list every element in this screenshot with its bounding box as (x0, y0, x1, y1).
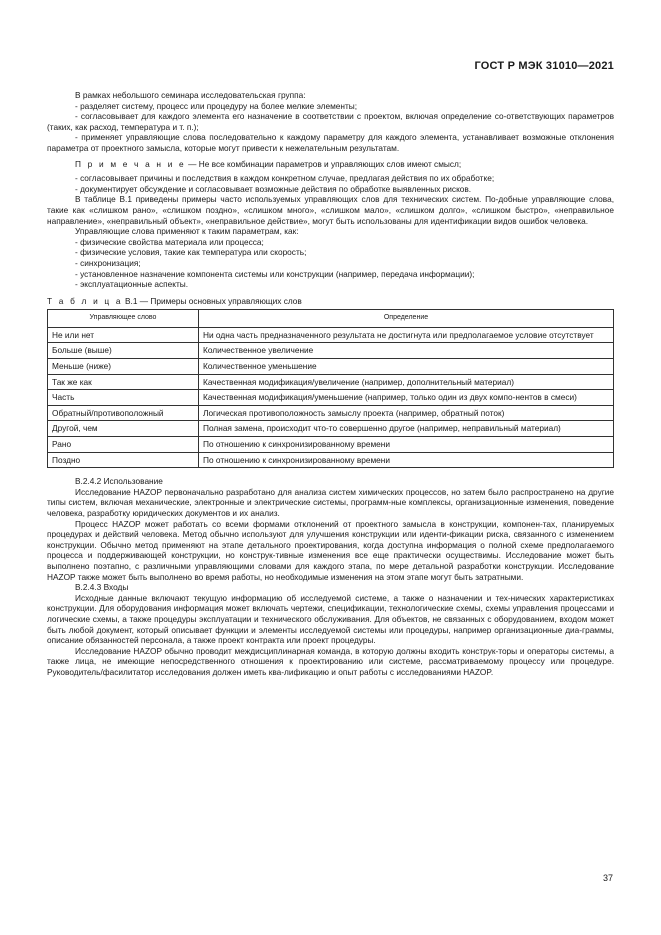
table-row (48, 437, 614, 453)
list-item: - эксплуатационные аспекты. (75, 279, 189, 290)
table-row (48, 327, 614, 343)
guide-word-cell: Рано (48, 437, 199, 453)
table-caption-text: В.1 — Примеры основных управляющих слов (122, 295, 302, 306)
column-header-word: Управляющее слово (48, 310, 199, 328)
document-body (47, 90, 614, 678)
table-row (48, 390, 614, 406)
table-row (48, 359, 614, 375)
guide-word-cell: Меньше (ниже) (48, 359, 199, 375)
paragraph: Исследование HAZOP первоначально разработано для анализа систем химических процессов, но затем было распространено на другие типы систем, включая механические, электронные и электрические системы, программ-ные комплексы, организационные изменения, поведение человека, разработку юридических документов и их анализ. (47, 486, 614, 518)
definition-cell: Полная замена, происходит что-то совершенно другое (например, неправильный материал) (199, 421, 614, 437)
note (47, 159, 614, 170)
paragraph: Исходные данные включают текущую информацию об исследуемой системе, а также о назначении и тех-нических характеристиках конструкции. Для оборудования информация может включать чертежи, спецификации, технологические схемы, схемы управления процессами и логические схемы, а также процедуры эксплуатации и технического обслуживания. Для объектов, не связанных с оборудованием, входом может быть любой документ, который описывает функции и элементы исследуемой системы или процедуры, например организационные диа-граммы, описание обязанностей персонала, а также проект контракта или проект процедуры. (47, 592, 614, 646)
note-label: П р и м е ч а н и е (75, 158, 186, 169)
guide-word-cell: Так же как (48, 374, 199, 390)
definition-cell: Количественное увеличение (199, 343, 614, 359)
list-item: - физические свойства материала или процесса; (75, 236, 264, 247)
definition-cell: По отношению к синхронизированному времени (199, 452, 614, 468)
guide-words-table (47, 309, 614, 468)
list-item: - согласовывает причины и последствия в каждом конкретном случае, предлагая действия по их обработке; (75, 173, 495, 184)
table-row (48, 452, 614, 468)
params-lead: Управляющие слова применяют к таким параметрам, как: (75, 226, 299, 237)
table-row (48, 374, 614, 390)
paragraph: Исследование HAZOP обычно проводит междисциплинарная команда, в которую должны входить конструк-торы и операторы системы, а также лица, не имеющие непосредственного отношения к проектированию или системе, рассматриваемому процессу или процедуре. Руководитель/фасилитатор исследования должен иметь ква-лификацию и опыт работы с исследованиями HAZOP. (47, 645, 614, 677)
list-item: - установленное назначение компонента системы или конструкции (например, передача информации); (75, 268, 475, 279)
list-item: - разделяет систему, процесс или процедуру на более мелкие элементы; (75, 100, 358, 111)
guide-word-cell: Не или нет (48, 327, 199, 343)
definition-cell: Качественная модификация/увеличение (например, дополнительный материал) (199, 374, 614, 390)
table-row (48, 405, 614, 421)
section-heading-use: В.2.4.2 Использование (75, 476, 163, 487)
column-header-definition: Определение (199, 310, 614, 328)
guide-word-cell: Часть (48, 390, 199, 406)
definition-cell: Качественная модификация/уменьшение (например, только один из двух компо-нентов в смеси) (199, 390, 614, 406)
definition-cell: По отношению к синхронизированному времени (199, 437, 614, 453)
table-header-row (48, 310, 614, 328)
list-item: - документирует обсуждение и согласовывает возможные действия по обработке выявленных рисков. (75, 183, 472, 194)
definition-cell: Ни одна часть предназначенного результата не достигнута или предполагаемое условие отсутствует (199, 327, 614, 343)
definition-cell: Логическая противоположность замыслу проекта (например, обратный поток) (199, 405, 614, 421)
table-reference-paragraph: В таблице В.1 приведены примеры часто используемых управляющих слов для технических систем. По-добные управляющие слова, такие как «слишком рано», «слишком поздно», «слишком много», «слишком мало», «слишком долго», «слишком быстро», «неправильное направление», «неправильный объект», «неправильное действие», могут быть использованы для идентификации видов ошибок человека. (47, 194, 614, 226)
paragraph: Процесс HAZOP может работать со всеми формами отклонений от проектного замысла в конструкции, компонен-тах, планируемых процедурах и действий человека. Метод обычно используют для улучшения конструкции или иденти-фикации риска, связанного с изменением конструкции. Обычно метод применяют на этапе детального проектирования, когда доступна информация о полной схеме предполагаемого процесса и поддерживающей конструкции, но конструк-тивные изменения все еще практически осуществимы. Исследование может быть выполнено поэтапно, с различными управляющими словами для каждого этапа, по мере детальной разработки конструкции. Исследование HAZOP также может быть выполнено во время работы, но необходимые изменения на этом этапе могут быть затратными. (47, 518, 614, 582)
guide-word-cell: Другой, чем (48, 421, 199, 437)
guide-word-cell: Поздно (48, 452, 199, 468)
table-caption-label: Т а б л и ц а (47, 295, 123, 306)
list-item: - физические условия, такие как температура или скорость; (75, 247, 307, 258)
table-row (48, 343, 614, 359)
document-header: ГОСТ Р МЭК 31010—2021 (474, 60, 614, 72)
intro-lead: В рамках небольшого семинара исследовательская группа: (75, 90, 306, 100)
list-item: - согласовывает для каждого элемента его назначение в соответствии с проектом, включая определение со-ответствующих параметров (таких, как расход, температура и т. п.); (47, 111, 614, 132)
list-item: - применяет управляющие слова последовательно к каждому параметру для каждого элемента, устанавливает возможные отклонения параметра от проектного замысла, которые могут привести к нежелательным результатам. (47, 132, 614, 153)
note-text: — Не все комбинации параметров и управляющих слов имеют смысл; (185, 158, 462, 169)
definition-cell: Количественное уменьшение (199, 359, 614, 375)
table-row (48, 421, 614, 437)
table-caption (47, 296, 614, 307)
section-heading-inputs: В.2.4.3 Входы (75, 582, 129, 593)
list-item: - синхронизация; (75, 257, 141, 268)
guide-word-cell: Обратный/противоположный (48, 405, 199, 421)
guide-word-cell: Больше (выше) (48, 343, 199, 359)
page-number: 37 (602, 873, 613, 883)
